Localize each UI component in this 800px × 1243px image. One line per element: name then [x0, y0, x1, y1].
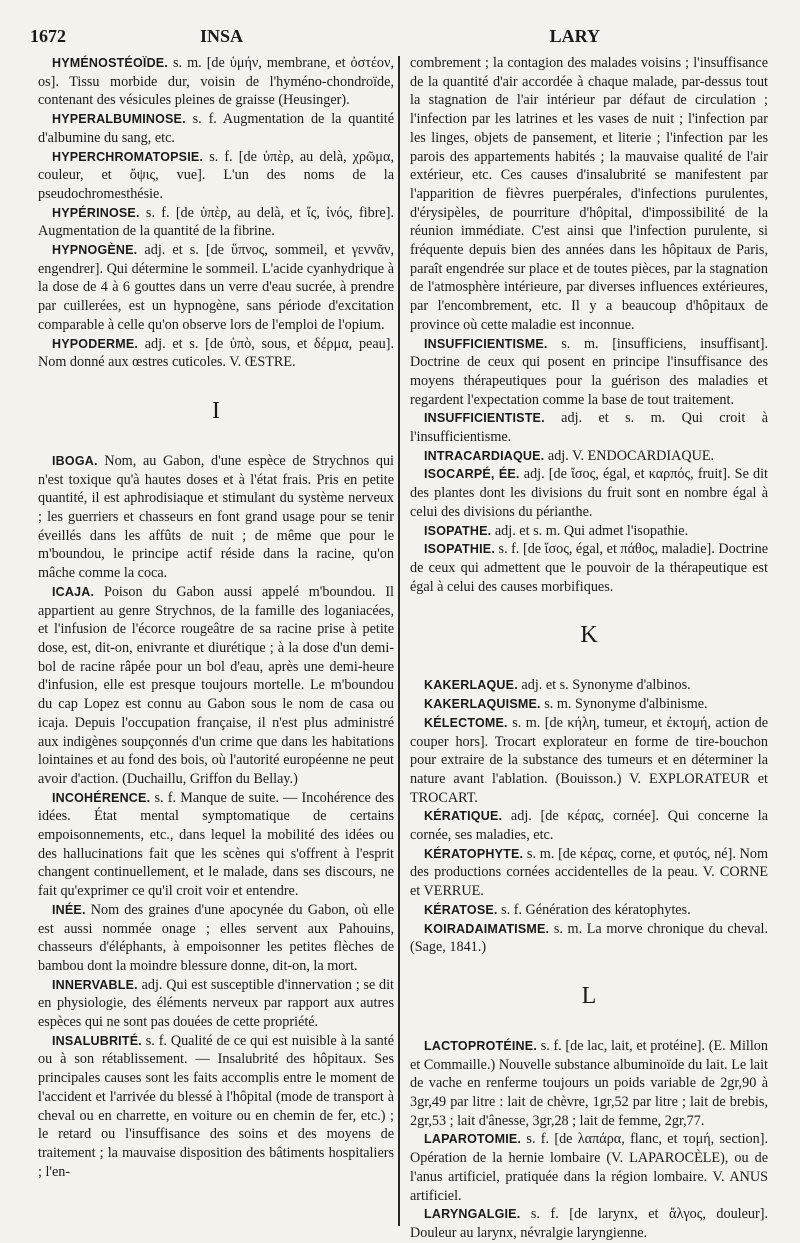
dictionary-entry	[38, 789, 394, 901]
definition: s. f. Manque de suite. — Incohérence des idées. État mental symptomatique de certains empoisonnements, etc., dans lequel la mobilité des idées ou des hallucinations fait que les scènes qui s'offrent à l'esprit changent continuellement, et le malade, dans ses discours, ne fait qu'exprimer ce qu'il croit voir et entendre.	[38, 789, 394, 900]
definition: s. f. [de ἴσος, égal, et πάθος, maladie]. Doctrine de ceux qui admettent que le pouvoir de la thérapeutique est égal à celui des causes morbifiques.	[410, 541, 768, 595]
headword: INCOHÉRENCE.	[52, 790, 151, 805]
dictionary-entry	[38, 335, 394, 372]
dictionary-entry	[410, 522, 768, 541]
dictionary-entry	[38, 204, 394, 241]
dictionary-entry	[410, 540, 768, 596]
definition: adj. Qui est susceptible d'innervation ; se dit en physiologie, des éléments nerveux par rapport aux autres espèces qui ne sont pas douées de cette propriété.	[38, 976, 394, 1031]
headword: KÉRATOPHYTE.	[424, 846, 524, 861]
running-header	[30, 26, 770, 56]
headword: KAKERLAQUE.	[424, 678, 518, 693]
definition: s. f. [de larynx, et ἄλγος, douleur]. Douleur au larynx, névralgie laryngienne.	[410, 1206, 768, 1241]
dictionary-entry	[410, 335, 768, 410]
headword: KÉLECTOME.	[424, 715, 508, 730]
definition: s. m. [de ὑμήν, membrane, et ὀστέον, os]. Tissu morbide dur, voisin de l'hyméno-chondroïde, contenant des vésicules pleines de graisse (Heusinger).	[38, 55, 394, 109]
headword: INÉE.	[52, 902, 86, 917]
definition: Nom des graines d'une apocynée du Gabon, où elle est aussi nommée onage ; elles servent aux Pahouins, chasseurs d'éléphants, à empoisonner les petites flèches de bambou dont la moindre blessure donne, dit-on, la mort.	[38, 901, 394, 974]
dictionary-entry	[410, 676, 768, 695]
page-number: 1672	[30, 26, 66, 46]
headword: IBOGA.	[52, 453, 98, 468]
headword: LACTOPROTÉINE.	[424, 1038, 537, 1053]
definition: s. m. Synonyme d'albinisme.	[540, 696, 708, 713]
headword: INTRACARDIAQUE.	[424, 448, 545, 463]
dictionary-entry	[410, 920, 768, 957]
definition: adj. V. ENDOCARDIAQUE.	[544, 447, 715, 464]
dictionary-entry	[410, 447, 768, 466]
headword: INNERVABLE.	[52, 977, 138, 992]
definition: s. f. Génération des kératophytes.	[497, 901, 691, 918]
dictionary-entry	[38, 54, 394, 110]
dictionary-entry	[410, 1130, 768, 1205]
headword: LAPAROTOMIE.	[424, 1132, 522, 1147]
definition: adj. et s. Synonyme d'albinos.	[517, 677, 691, 694]
headword: LARYNGALGIE.	[424, 1207, 521, 1222]
dictionary-entry	[38, 901, 394, 976]
entry-continuation: combrement ; la contagion des malades voisins ; l'insuffisance de la quantité d'air accordée à chaque malade, par-dessus tout la stagnation de l'air intérieur par défaut de circulation ; l'infection par les latrines et les vases de nuit ; l'infection par les linges, objets de pansement, et literie ; l'infection par les parois des appartements habités ; la mauvaise qualité de l'air extérieur, etc. Ces causes d'insalubrité se manifestent par l'apparition de fièvres puerpérales, d'infections purulentes, d'érysipèles, de pourriture d'hôpital, d'impossibilité de la réunion immédiate. C'est ainsi que l'infection purulente, si fréquente depuis bien des années dans les hôpitaux de Paris, paraît engendrée sur place et de toutes pièces, par la stagnation de l'atmosphère intérieure, par diverses influences extérieures, par l'encombrement, etc. Il y a beaucoup d'hôpitaux de province où cette maladie est inconnue.	[410, 55, 768, 333]
headword: ISOCARPÉ, ÉE.	[424, 467, 520, 482]
definition: adj. [de ἴσος, égal, et καρπός, fruit]. Se dit des plantes dont les divisions du fruit sont en nombre égal à celui des divisions du périanthe.	[410, 466, 768, 520]
header-right-word: LARY	[549, 26, 600, 46]
headword: HYPERALBUMINOSE.	[52, 112, 186, 127]
definition: s. m. [insufficiens, insuffisant]. Doctrine de ceux qui posent en principe l'insuffisance des moyens thérapeutiques pour la guérison des maladies et regardent l'expectation comme la base de tout traitement.	[410, 335, 768, 408]
section-letter-i: I	[212, 397, 220, 424]
definition: adj. [de κέρας, cornée]. Qui concerne la cornée, ses maladies, etc.	[410, 808, 768, 844]
dictionary-entry	[410, 807, 768, 844]
definition: s. f. Qualité de ce qui est nuisible à la santé ou à son rétablissement. — Insalubrité des hôpitaux. Ses principales causes sont les faits accomplis entre le moment de l'accident et l'arrivée du blessé à l'hôpital (mode de transport à cheval ou en charrette, en voiture ou en chemin de fer, etc.) ; le retard ou l'insuffisance des soins et des moyens de traitement ; la mauvaise disposition des bâtiments hospitaliers ; l'en-	[38, 1032, 394, 1180]
definition: adj. et s. m. Qui admet l'isopathie.	[491, 522, 689, 539]
header-left-word: INSA	[200, 26, 244, 46]
headword: ISOPATHE.	[424, 523, 492, 538]
headword: INSUFFICIENTISTE.	[424, 411, 545, 426]
headword: HYPÉRINOSE.	[52, 205, 140, 220]
headword: ICAJA.	[52, 584, 95, 599]
dictionary-entry	[38, 110, 394, 147]
dictionary-entry	[410, 845, 768, 901]
dictionary-entry	[38, 148, 394, 204]
definition: Poison du Gabon aussi appelé m'boundou. Il appartient au genre Strychnos, de la famille des loganiacées, et l'infusion de l'écorce rougeâtre de sa racine prise à petite dose, est, dit-on, enivrante et diurétique ; à la dose d'un demi-bol de racine râpée pour un bol d'eau, après une demi-heure d'infusion, elle est presque toujours mortelle. Le m'boundou du cap Lopez est connu au Gabon sous le nom de casa ou icaja. Depuis l'occupation française, il n'est plus administré aux indigènes soupçonnés d'un crime que dans les habitations lointaines et au fond des bois, où l'autorité européenne ne peut avoir d'action. (Duchaillu, Griffon du Bellay.)	[38, 583, 394, 787]
left-column	[38, 54, 394, 1229]
dictionary-entry	[38, 452, 394, 583]
dictionary-entry	[410, 714, 768, 808]
headword: KAKERLAQUISME.	[424, 697, 541, 712]
section-letter-l: L	[581, 982, 597, 1009]
dictionary-entry	[410, 695, 768, 714]
definition: adj. et s. m. Qui croit à l'insufficientisme.	[410, 410, 768, 446]
headword: INSALUBRITÉ.	[52, 1033, 142, 1048]
definition: s. m. [de κήλη, tumeur, et ἐκτομή, action de couper hors]. Trocart explorateur en forme de tire-bouchon pour extraire de la substance des tumeurs et en déterminer la nature avant l'ablation. (Bouisson.) V. EXPLORATEUR et TROCART.	[410, 714, 768, 806]
definition: Nom, au Gabon, d'une espèce de Strychnos qui n'est toxique qu'à hautes doses et à l'état frais. Pris en petite quantité, il est aphrodisiaque et stimulant du système nerveux ; les guerriers et chasseurs en font grand usage pour se tenir éveillés dans les affûts de nuit ; de même que pour le m'boundou, le principe actif réside dans la racine, qu'on mâche comme la coca.	[38, 452, 394, 582]
dictionary-entry	[410, 1205, 768, 1242]
headword: ISOPATHIE.	[424, 542, 495, 557]
dictionary-entry	[38, 583, 394, 789]
dictionary-entry	[410, 1037, 768, 1131]
headword: HYPODERME.	[52, 336, 139, 351]
dictionary-entry	[38, 241, 394, 335]
headword: KÉRATIQUE.	[424, 809, 503, 824]
definition: s. f. Augmentation de la quantité d'albumine du sang, etc.	[38, 111, 394, 146]
dictionary-entry	[410, 901, 768, 920]
definition: s. f. [de ὑπὲρ, au delà, χρῶμα, couleur, et ὄψις, vue]. L'un des noms de la pseudochromesthésie.	[38, 148, 394, 202]
headword: INSUFFICIENTISME.	[424, 336, 548, 351]
dictionary-entry	[38, 1032, 394, 1182]
headword: KOIRADAIMATISME.	[424, 921, 550, 936]
definition: s. f. [de lac, lait, et protéine]. (E. Millon et Commaille.) Nouvelle substance albuminoïde du lait. Le lait de vache en renferme toujours un poids variable de 2gr,90 à 3gr,49 par litre : lait de chèvre, 1gr,52 par litre ; lait de brebis, 2gr,53 ; lait d'ânesse, 3gr,28 ; lait de femme, 2gr,77.	[410, 1037, 768, 1129]
dictionary-entry	[410, 409, 768, 446]
section-letter-k: K	[580, 622, 598, 649]
headword: KÉRATOSE.	[424, 902, 498, 917]
definition: adj. et s. [de ὑπὸ, sous, et δέρμα, peau]. Nom donné aux œstres cuticoles. V. ŒSTRE.	[38, 335, 394, 371]
definition: s. f. [de ὑπὲρ, au delà, et ἴς, ἰνός, fibre]. Augmentation de la quantité de la fibrine.	[38, 204, 394, 240]
headword: HYPNOGÈNE.	[52, 243, 138, 258]
dictionary-entry	[38, 976, 394, 1032]
dictionary-entry	[410, 465, 768, 521]
column-divider	[398, 56, 400, 1226]
headword: HYMÉNOSTÉOÏDE.	[52, 56, 169, 70]
definition: s. m. [de κέρας, corne, et φυτός, né]. Nom des productions cornées accidentelles de la peau. V. CORNE et VERRUE.	[410, 845, 768, 900]
right-column	[410, 54, 768, 1241]
definition: s. m. La morve chronique du cheval. (Sage, 1841.)	[410, 920, 768, 956]
definition: s. f. [de λαπάρα, flanc, et τομή, section]. Opération de la hernie lombaire (V. LAPAROCÈLE), ou de l'anus artificiel, pratiquée dans la région lombaire. V. ANUS artificiel.	[410, 1131, 768, 1204]
definition: adj. et s. [de ὕπνος, sommeil, et γεννᾶν, engendrer]. Qui détermine le sommeil. L'acide cyanhydrique à la dose de 4 à 6 gouttes dans un verre d'eau sucrée, à prendre par cuillerées, est un hypnogène, sans période d'excitation comparable à celle qu'on observe lors de l'emploi de l'opium.	[38, 242, 394, 333]
headword: HYPERCHROMATOPSIE.	[52, 149, 204, 164]
